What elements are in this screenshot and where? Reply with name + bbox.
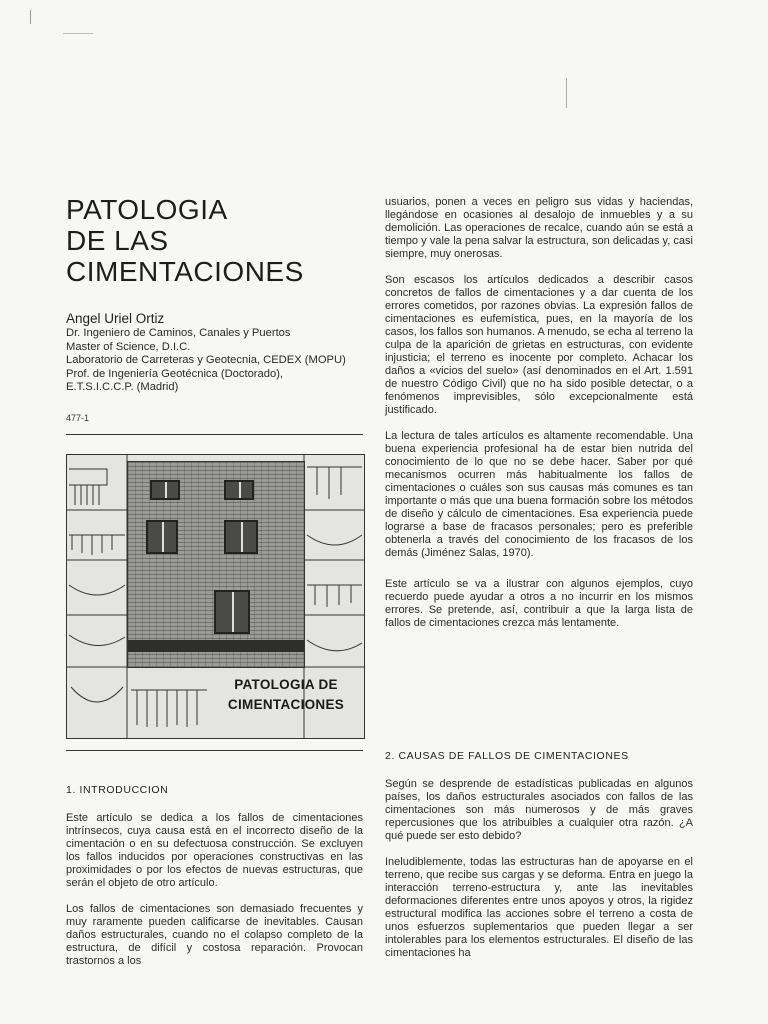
facade-window <box>224 520 258 554</box>
cover-illustration <box>66 454 365 739</box>
scan-speck <box>63 33 93 34</box>
credential-line: Master of Science, D.I.C. <box>66 340 191 353</box>
paragraph: La lectura de tales artículos es altamente recomendable. Una buena experiencia profesional ha de estar bien nutrida del conocimiento de lo que no se debe hacer. Saber por qué mecanismos ocurren más habitualmente los fallos de cimentaciones o cuáles son sus causas más comunes es tan importante o más que una buena formación sobre los métodos de diseño y cálculo de cimentaciones. Esa experiencia puede lograrse a base de fracasos personales; pero es preferible obtenerla a través del conocimiento de los fracasos de los demás (Jiménez Salas, 1970). <box>385 430 693 559</box>
facade-window <box>214 590 250 634</box>
credential-line: Prof. de Ingeniería Geotécnica (Doctorado), <box>66 367 284 380</box>
paragraph: Ineludiblemente, todas las estructuras han de apoyarse en el terreno, que recibe sus cargas y se deforma. Entra en juego la interacción terreno-estructura y, ante las inevitables deformaciones diferentes entre unos apoyos y otros, la rigidez estructural modifica las acciones sobre el terreno a costa de unos esfuerzos suplementarios que pueden llegar a ser intolerables para los elementos estructurales. El diseño de las cimentaciones ha <box>385 856 693 959</box>
divider-rule <box>66 434 363 435</box>
section-heading: 2. CAUSAS DE FALLOS DE CIMENTACIONES <box>385 750 629 762</box>
paragraph: Este artículo se va a ilustrar con algunos ejemplos, cuyo recuerdo puede ayudar a otros a no incurrir en los mismos errores. Se pretende, así, contribuir a que la larga lista de fallos de cimentaciones crezca más lentamente. <box>385 578 693 629</box>
building-facade-photo <box>127 461 305 668</box>
scan-speck <box>566 78 567 108</box>
title-line: DE LAS <box>66 225 169 256</box>
right-body-text <box>385 196 693 643</box>
paragraph: Son escasos los artículos dedicados a describir casos concretos de fallos de cimentaciones y a dar cuenta de los errores cometidos, por razones obvias. La expresión fallos de cimentaciones es eufemística, pues, en la mayoría de los casos, los fallos son humanos. A menudo, se echa al terreno la culpa de la aparición de grietas en estructuras, con evidente injusticia; el terreno es inocente por completo. Achacar los daños a «vicios del suelo» (así denominados en el Art. 1.591 de nuestro Código Civil) que no ha sido posible detectar, o a fenómenos imprevisibles, sólo excepcionalmente está justificado. <box>385 274 693 416</box>
balcony <box>128 640 304 652</box>
divider-rule <box>66 750 363 751</box>
reference-number: 477-1 <box>66 413 90 423</box>
right-body-text-section2 <box>385 778 693 973</box>
figure-caption <box>215 675 357 715</box>
facade-window <box>150 480 180 500</box>
facade-window <box>146 520 178 554</box>
credential-line: E.T.S.I.C.C.P. (Madrid) <box>66 381 179 393</box>
article-title <box>66 194 304 287</box>
paragraph: Según se desprende de estadísticas publicadas en algunos países, los daños estructurales asociados con fallos de las cimentaciones son más numerosos y de más graves repercusiones que los atribuibles a cualquier otra razón. ¿A qué puede ser esto debido? <box>385 778 693 842</box>
left-body-text <box>66 812 363 981</box>
author-name: Angel Uriel Ortiz <box>66 311 165 326</box>
caption-line: CIMENTACIONES <box>227 697 345 712</box>
section-heading: 1. INTRODUCCION <box>66 784 169 796</box>
paragraph: Este artículo se dedica a los fallos de cimentaciones intrínsecos, cuya causa está en el incorrecto diseño de la cimentación o en su defectuosa construcción. Se excluyen los fallos inducidos por operaciones constructivas en las proximidades o por los efectos de nuevas estructuras, que serán el objeto de otro artículo. <box>66 812 363 889</box>
credential-line: Laboratorio de Carreteras y Geotecnia, CEDEX (MOPU) <box>66 354 346 366</box>
scan-speck <box>30 10 31 24</box>
title-line: PATOLOGIA <box>66 194 228 225</box>
author-credentials <box>66 327 366 395</box>
credential-line: Dr. Ingeniero de Caminos, Canales y Puertos <box>66 327 291 339</box>
title-line: CIMENTACIONES <box>66 256 304 287</box>
caption-line: PATOLOGIA DE <box>234 677 338 692</box>
facade-window <box>224 480 254 500</box>
paragraph: Los fallos de cimentaciones son demasiado frecuentes y muy raramente pueden calificarse de inevitables. Causan daños estructurales, cuando no el colapso completo de la estructura, de difícil y costosa reparación. Provocan trastornos a los <box>66 903 363 967</box>
paragraph: usuarios, ponen a veces en peligro sus vidas y haciendas, llegándose en ocasiones al desalojo de inmuebles y a su demolición. Las operaciones de recalce, cuando aún se está a tiempo y vale la pena salvar la estructura, son delicadas y, casi siempre, muy onerosas. <box>385 196 693 260</box>
